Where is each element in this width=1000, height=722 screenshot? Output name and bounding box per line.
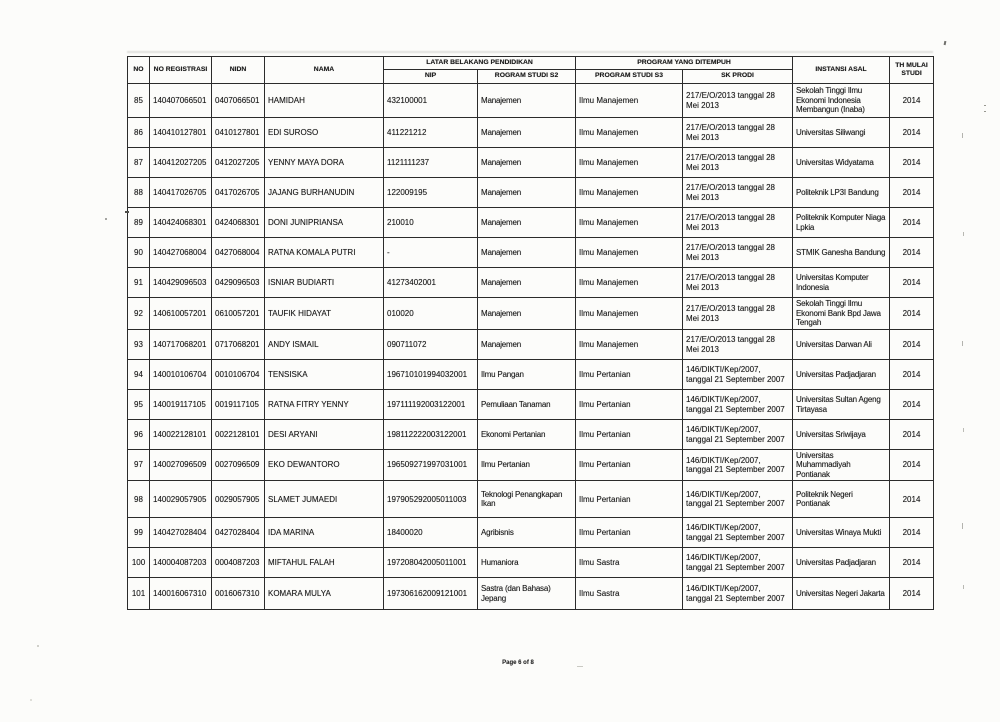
cell-program-studi-s2: Agribisnis (478, 518, 576, 548)
cell-nama: HAMIDAH (265, 84, 384, 118)
cell-th-mulai-studi: 2014 (890, 420, 934, 450)
table-row (128, 238, 934, 268)
cell-no-registrasi: 140029057905 (150, 481, 212, 518)
cell-nip: 090711072 (384, 330, 478, 360)
cell-nidn: 0022128101 (212, 420, 265, 450)
cell-nama: DONI JUNIPRIANSA (265, 208, 384, 238)
cell-nama: TAUFIK HIDAYAT (265, 298, 384, 330)
cell-nip: 197111192003122001 (384, 390, 478, 420)
col-header-th-mulai-studi: TH MULAI STUDI (890, 57, 934, 84)
cell-program-studi-s2: Manajemen (478, 238, 576, 268)
cell-nidn: 0004087203 (212, 548, 265, 578)
cell-program-studi-s3: Ilmu Manajemen (576, 238, 683, 268)
cell-nip: - (384, 238, 478, 268)
cell-no-registrasi: 140010106704 (150, 360, 212, 390)
scan-artifact (963, 232, 964, 236)
cell-program-studi-s2: Ekonomi Pertanian (478, 420, 576, 450)
col-header-instansi-asal: INSTANSI ASAL (793, 57, 890, 84)
cell-nama: IDA MARINA (265, 518, 384, 548)
cell-program-studi-s2: Manajemen (478, 178, 576, 208)
cell-program-studi-s2: Manajemen (478, 298, 576, 330)
table-row (128, 360, 934, 390)
cell-nip: 196710101994032001 (384, 360, 478, 390)
cell-no-registrasi: 140417026705 (150, 178, 212, 208)
cell-no: 92 (128, 298, 150, 330)
cell-instansi-asal: Universitas Padjadjaran (793, 548, 890, 578)
cell-program-studi-s2: Manajemen (478, 118, 576, 148)
cell-nip: 18400020 (384, 518, 478, 548)
cell-th-mulai-studi: 2014 (890, 360, 934, 390)
cell-nama: MIFTAHUL FALAH (265, 548, 384, 578)
cell-nip: 196509271997031001 (384, 450, 478, 481)
cell-no-registrasi: 140610057201 (150, 298, 212, 330)
cell-nidn: 0016067310 (212, 578, 265, 610)
cell-sk-prodi: 146/DIKTI/Kep/2007, tanggal 21 September 2007 (683, 420, 793, 450)
scan-artifact (962, 523, 963, 529)
table-row (128, 450, 934, 481)
cell-nip: 197306162009121001 (384, 578, 478, 610)
cell-program-studi-s2: Pemuliaan Tanaman (478, 390, 576, 420)
cell-program-studi-s3: Ilmu Manajemen (576, 84, 683, 118)
cell-sk-prodi: 146/DIKTI/Kep/2007, tanggal 21 September 2007 (683, 481, 793, 518)
scan-artifact (127, 51, 933, 53)
cell-sk-prodi: 217/E/O/2013 tanggal 28 Mei 2013 (683, 84, 793, 118)
cell-no: 101 (128, 578, 150, 610)
cell-no: 95 (128, 390, 150, 420)
cell-sk-prodi: 146/DIKTI/Kep/2007, tanggal 21 September 2007 (683, 548, 793, 578)
cell-th-mulai-studi: 2014 (890, 298, 934, 330)
cell-instansi-asal: Politeknik LP3I Bandung (793, 178, 890, 208)
cell-sk-prodi: 217/E/O/2013 tanggal 28 Mei 2013 (683, 330, 793, 360)
cell-nidn: 0027096509 (212, 450, 265, 481)
cell-program-studi-s3: Ilmu Pertanian (576, 420, 683, 450)
scan-artifact (944, 41, 946, 45)
cell-th-mulai-studi: 2014 (890, 178, 934, 208)
cell-th-mulai-studi: 2014 (890, 390, 934, 420)
cell-instansi-asal: Universitas Winaya Mukti (793, 518, 890, 548)
scan-artifact (37, 645, 39, 647)
cell-nidn: 0412027205 (212, 148, 265, 178)
cell-nip: 432100001 (384, 84, 478, 118)
cell-no: 93 (128, 330, 150, 360)
cell-th-mulai-studi: 2014 (890, 238, 934, 268)
cell-nama: SLAMET JUMAEDI (265, 481, 384, 518)
page-number-footer: Page 6 of 8 (502, 660, 534, 666)
cell-no: 86 (128, 118, 150, 148)
cell-no: 100 (128, 548, 150, 578)
cell-nama: YENNY MAYA DORA (265, 148, 384, 178)
cell-nama: KOMARA MULYA (265, 578, 384, 610)
cell-program-studi-s2: Ilmu Pertanian (478, 450, 576, 481)
cell-nidn: 0029057905 (212, 481, 265, 518)
cell-program-studi-s2: Manajemen (478, 208, 576, 238)
cell-nip: 1121111237 (384, 148, 478, 178)
col-header-no: NO (128, 57, 150, 84)
cell-nidn: 0010106704 (212, 360, 265, 390)
cell-nip: 411221212 (384, 118, 478, 148)
cell-no: 89 (128, 208, 150, 238)
cell-program-studi-s2: Humaniora (478, 548, 576, 578)
col-group-header-program-yang-ditempuh: PROGRAM YANG DITEMPUH (576, 57, 793, 70)
cell-th-mulai-studi: 2014 (890, 548, 934, 578)
cell-instansi-asal: Politeknik Komputer Niaga Lpkia (793, 208, 890, 238)
col-header-nidn: NIDN (212, 57, 265, 84)
cell-sk-prodi: 217/E/O/2013 tanggal 28 Mei 2013 (683, 238, 793, 268)
scan-artifact (30, 699, 32, 701)
cell-th-mulai-studi: 2014 (890, 208, 934, 238)
cell-no: 98 (128, 481, 150, 518)
cell-th-mulai-studi: 2014 (890, 84, 934, 118)
cell-nip: 198112222003122001 (384, 420, 478, 450)
cell-th-mulai-studi: 2014 (890, 268, 934, 298)
table-row (128, 148, 934, 178)
cell-instansi-asal: Sekolah Tinggi Ilmu Ekonomi Indonesia Membangun (Inaba) (793, 84, 890, 118)
cell-th-mulai-studi: 2014 (890, 118, 934, 148)
cell-nama: EDI SUROSO (265, 118, 384, 148)
cell-th-mulai-studi: 2014 (890, 148, 934, 178)
cell-program-studi-s3: Ilmu Pertanian (576, 481, 683, 518)
cell-th-mulai-studi: 2014 (890, 330, 934, 360)
cell-sk-prodi: 217/E/O/2013 tanggal 28 Mei 2013 (683, 178, 793, 208)
col-header-sk-prodi: SK PRODI (683, 70, 793, 84)
cell-sk-prodi: 217/E/O/2013 tanggal 28 Mei 2013 (683, 118, 793, 148)
cell-no-registrasi: 140027096509 (150, 450, 212, 481)
cell-no: 99 (128, 518, 150, 548)
cell-no-registrasi: 140019117105 (150, 390, 212, 420)
cell-instansi-asal: Universitas Muhammadiyah Pontianak (793, 450, 890, 481)
cell-program-studi-s3: Ilmu Manajemen (576, 148, 683, 178)
cell-nidn: 0424068301 (212, 208, 265, 238)
cell-program-studi-s2: Teknologi Penangkapan Ikan (478, 481, 576, 518)
cell-th-mulai-studi: 2014 (890, 518, 934, 548)
cell-program-studi-s3: Ilmu Manajemen (576, 118, 683, 148)
cell-sk-prodi: 217/E/O/2013 tanggal 28 Mei 2013 (683, 148, 793, 178)
cell-th-mulai-studi: 2014 (890, 481, 934, 518)
cell-nip: 122009195 (384, 178, 478, 208)
cell-nama: RATNA KOMALA PUTRI (265, 238, 384, 268)
scan-artifact (105, 218, 107, 220)
cell-no-registrasi: 140022128101 (150, 420, 212, 450)
cell-no: 90 (128, 238, 150, 268)
cell-instansi-asal: Universitas Sultan Ageng Tirtayasa (793, 390, 890, 420)
cell-program-studi-s3: Ilmu Sastra (576, 578, 683, 610)
scan-artifact (963, 428, 964, 432)
cell-sk-prodi: 146/DIKTI/Kep/2007, tanggal 21 September 2007 (683, 578, 793, 610)
cell-no: 94 (128, 360, 150, 390)
table-row (128, 84, 934, 118)
cell-program-studi-s3: Ilmu Manajemen (576, 268, 683, 298)
cell-instansi-asal: Universitas Sriwijaya (793, 420, 890, 450)
cell-no-registrasi: 140717068201 (150, 330, 212, 360)
table-row (128, 548, 934, 578)
cell-program-studi-s3: Ilmu Pertanian (576, 360, 683, 390)
cell-program-studi-s2: Manajemen (478, 148, 576, 178)
cell-instansi-asal: Universitas Widyatama (793, 148, 890, 178)
cell-instansi-asal: Universitas Siliwangi (793, 118, 890, 148)
cell-program-studi-s3: Ilmu Pertanian (576, 518, 683, 548)
cell-no-registrasi: 140410127801 (150, 118, 212, 148)
col-header-no-registrasi: NO REGISTRASI (150, 57, 212, 84)
scan-artifact (984, 105, 986, 112)
table-row (128, 208, 934, 238)
cell-sk-prodi: 217/E/O/2013 tanggal 28 Mei 2013 (683, 268, 793, 298)
cell-no-registrasi: 140016067310 (150, 578, 212, 610)
cell-nip: 197208042005011001 (384, 548, 478, 578)
cell-program-studi-s3: Ilmu Sastra (576, 548, 683, 578)
scan-artifact (963, 585, 964, 589)
cell-instansi-asal: Sekolah Tinggi Ilmu Ekonomi Bank Bpd Jawa Tengah (793, 298, 890, 330)
cell-nama: JAJANG BURHANUDIN (265, 178, 384, 208)
cell-nama: TENSISKA (265, 360, 384, 390)
table-row (128, 178, 934, 208)
cell-sk-prodi: 217/E/O/2013 tanggal 28 Mei 2013 (683, 208, 793, 238)
cell-program-studi-s2: Manajemen (478, 268, 576, 298)
cell-no: 88 (128, 178, 150, 208)
cell-nama: ANDY ISMAIL (265, 330, 384, 360)
cell-program-studi-s3: Ilmu Manajemen (576, 208, 683, 238)
table-body (128, 84, 934, 610)
cell-sk-prodi: 146/DIKTI/Kep/2007, tanggal 21 September 2007 (683, 360, 793, 390)
cell-nidn: 0417026705 (212, 178, 265, 208)
table-row (128, 298, 934, 330)
cell-program-studi-s2: Manajemen (478, 330, 576, 360)
table-row (128, 518, 934, 548)
cell-no: 97 (128, 450, 150, 481)
table-row (128, 420, 934, 450)
cell-instansi-asal: Universitas Negeri Jakarta (793, 578, 890, 610)
cell-instansi-asal: Universitas Komputer Indonesia (793, 268, 890, 298)
cell-program-studi-s2: Ilmu Pangan (478, 360, 576, 390)
table-row (128, 390, 934, 420)
cell-nidn: 0427028404 (212, 518, 265, 548)
cell-program-studi-s3: Ilmu Manajemen (576, 178, 683, 208)
table-row (128, 118, 934, 148)
cell-nama: EKO DEWANTORO (265, 450, 384, 481)
cell-nip: 197905292005011003 (384, 481, 478, 518)
lecturer-study-table (127, 56, 934, 610)
cell-instansi-asal: Universitas Padjadjaran (793, 360, 890, 390)
cell-instansi-asal: STMIK Ganesha Bandung (793, 238, 890, 268)
cell-no-registrasi: 140412027205 (150, 148, 212, 178)
cell-no: 87 (128, 148, 150, 178)
cell-sk-prodi: 146/DIKTI/Kep/2007, tanggal 21 September 2007 (683, 518, 793, 548)
scan-artifact (962, 133, 963, 138)
cell-program-studi-s3: Ilmu Pertanian (576, 450, 683, 481)
cell-no: 96 (128, 420, 150, 450)
cell-instansi-asal: Universitas Darwan Ali (793, 330, 890, 360)
cell-nidn: 0717068201 (212, 330, 265, 360)
cell-program-studi-s3: Ilmu Manajemen (576, 298, 683, 330)
cell-no-registrasi: 140424068301 (150, 208, 212, 238)
cell-program-studi-s3: Ilmu Pertanian (576, 390, 683, 420)
cell-nidn: 0429096503 (212, 268, 265, 298)
table-row (128, 481, 934, 518)
scan-artifact (962, 341, 963, 346)
table-row (128, 268, 934, 298)
cell-sk-prodi: 146/DIKTI/Kep/2007, tanggal 21 September 2007 (683, 390, 793, 420)
cell-nip: 210010 (384, 208, 478, 238)
cell-program-studi-s2: Manajemen (478, 84, 576, 118)
col-header-nama: NAMA (265, 57, 384, 84)
cell-nidn: 0019117105 (212, 390, 265, 420)
table-row (128, 578, 934, 610)
cell-nama: RATNA FITRY YENNY (265, 390, 384, 420)
cell-nip: 010020 (384, 298, 478, 330)
table-row (128, 330, 934, 360)
cell-no-registrasi: 140427068004 (150, 238, 212, 268)
col-header-program-studi-s3: PROGRAM STUDI S3 (576, 70, 683, 84)
cell-th-mulai-studi: 2014 (890, 450, 934, 481)
cell-th-mulai-studi: 2014 (890, 578, 934, 610)
cell-no-registrasi: 140429096503 (150, 268, 212, 298)
cell-no-registrasi: 140004087203 (150, 548, 212, 578)
cell-program-studi-s3: Ilmu Manajemen (576, 330, 683, 360)
cell-sk-prodi: 146/DIKTI/Kep/2007, tanggal 21 September 2007 (683, 450, 793, 481)
scan-artifact (577, 666, 583, 667)
cell-nidn: 0407066501 (212, 84, 265, 118)
cell-no-registrasi: 140427028404 (150, 518, 212, 548)
cell-instansi-asal: Politeknik Negeri Pontianak (793, 481, 890, 518)
cell-nama: ISNIAR BUDIARTI (265, 268, 384, 298)
cell-no-registrasi: 140407066501 (150, 84, 212, 118)
cell-nidn: 0427068004 (212, 238, 265, 268)
col-header-nip: NIP (384, 70, 478, 84)
cell-program-studi-s2: Sastra (dan Bahasa) Jepang (478, 578, 576, 610)
cell-no: 85 (128, 84, 150, 118)
cell-nidn: 0610057201 (212, 298, 265, 330)
cell-nama: DESI ARYANI (265, 420, 384, 450)
col-header-program-studi-s2: ROGRAM STUDI S2 (478, 70, 576, 84)
cell-nidn: 0410127801 (212, 118, 265, 148)
cell-no: 91 (128, 268, 150, 298)
col-group-header-latar-belakang-pendidikan: LATAR BELAKANG PENDIDIKAN (384, 57, 576, 70)
table-header (128, 57, 934, 84)
cell-sk-prodi: 217/E/O/2013 tanggal 28 Mei 2013 (683, 298, 793, 330)
cell-nip: 41273402001 (384, 268, 478, 298)
